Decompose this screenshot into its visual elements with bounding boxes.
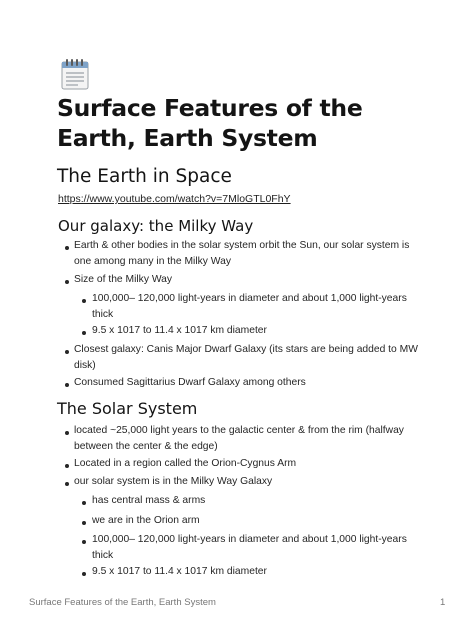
page-title: Surface Features of the Earth, Earth System [57,94,363,152]
list-item: Closest galaxy: Canis Major Dwarf Galaxy (its stars are being added to MW disk) [74,344,418,371]
list-item: has central mass & arms [92,495,206,506]
page-number: 1 [440,597,446,608]
bullet-dot [82,299,86,303]
list-item: 9.5 x 1017 to 11.4 x 1017 km diameter [92,325,267,336]
bullet-dot [65,464,69,468]
list-item: 9.5 x 1017 to 11.4 x 1017 km diameter [92,566,267,577]
bullet-dot [65,383,69,387]
list-item: Consumed Sagittarius Dwarf Galaxy among others [74,377,306,388]
bullet-dot [82,501,86,505]
subheading-milky-way: Our galaxy: the Milky Way [58,217,254,235]
bullet-dot [82,331,86,335]
list-item: Located in a region called the Orion-Cygnus Arm [74,458,297,469]
list-item: 100,000– 120,000 light-years in diameter and about 1,000 light-years thick [92,293,407,320]
section-heading-solar-system: The Solar System [57,399,198,418]
notepad-icon [60,58,90,90]
bullet-dot [82,521,86,525]
bullet-dot [65,350,69,354]
list-item: we are in the Orion arm [92,515,200,526]
list-item: Size of the Milky Way [74,274,173,285]
section-heading-earth-in-space: The Earth in Space [57,166,232,187]
bullet-dot [82,572,86,576]
list-item: our solar system is in the Milky Way Galaxy [74,476,273,487]
bullet-dot [65,482,69,486]
bullet-dot [65,246,69,250]
bullet-dot [65,431,69,435]
list-item: located ~25,000 light years to the galactic center & from the rim (halfway between the center & the edge) [74,425,404,452]
list-item: 100,000– 120,000 light-years in diameter and about 1,000 light-years thick [92,534,407,561]
list-item: Earth & other bodies in the solar system orbit the Sun, our solar system is one among many in the Milky Way [74,240,410,267]
bullet-dot [82,540,86,544]
bullet-dot [65,280,69,284]
youtube-link[interactable]: https://www.youtube.com/watch?v=7MloGTL0FhY [58,193,291,205]
footer-title: Surface Features of the Earth, Earth System [29,597,216,608]
